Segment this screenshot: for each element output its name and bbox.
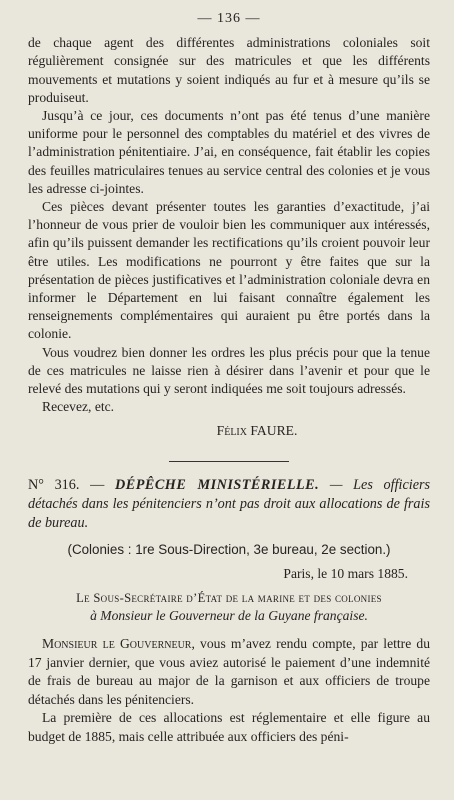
depeche-paragraph-2: La première de ces allocations est réglementaire et elle figure au budget de 1885, mais celle attribuée aux officiers des péni- (28, 710, 430, 744)
depeche-summary: — Les officiers détachés dans les pénitenciers n’ont pas droit aux allocations de frais de bureau. (28, 476, 431, 531)
letter-paragraph-3: Ces pièces devant présenter toutes les garanties d’exactitude, j’ai l’honneur de vous prier de vouloir bien les communiquer aux intéressés, afin qu’ils puissent demander les rectifications qu’ils croient pouvoir leur être utiles. Les modifications ne pourront y être faites que sur la présentation de pièces justificatives et l’administration coloniale devra en informer le Département en lui faisant connaître également les renseignements complémentaires qui auraient pu être portés dans la colonie. (28, 199, 430, 342)
section-divider (169, 461, 289, 462)
depeche-paragraph-1-text: vous m’avez rendu compte, par lettre du 17 janvier dernier, que vous aviez autorisé le paiement d’une indemnité de frais de bureau au major de la garnison et aux officiers de troupe détachés dans les pénitenciers. (28, 636, 430, 707)
place-date: Paris, le 10 mars 1885. (283, 565, 408, 581)
depeche-heading (28, 476, 430, 533)
letter-paragraph-4: Vous voudrez bien donner les ordres les plus précis pour que la tenue de ces matricules ne laisse rien à désirer dans l’avenir et pour que le relevé des mutations qui y seront indiquées me soit toujours adressés. (28, 344, 430, 397)
depeche-title: DÉPÊCHE MINISTÉRIELLE. (114, 476, 320, 493)
depeche-paragraph-1 (28, 635, 430, 709)
page-number: — 136 — (197, 11, 261, 26)
depeche-body (28, 635, 430, 745)
letter-signature: Félix FAURE. (216, 423, 298, 439)
letter-closing: Recevez, etc. (42, 399, 115, 415)
recipient-line: à Monsieur le Gouverneur de la Guyane française. (90, 608, 368, 624)
letter-paragraph-1: de chaque agent des différentes administrations coloniales soit régulièrement consignée sur des matricules et que les différents mouvements et mutations y soient indiqués au fur et à mesure qu’ils se produiseut. (28, 35, 430, 105)
depeche-number: N° 316. — (28, 476, 105, 493)
colonies-reference: (Colonies : 1re Sous-Direction, 3e bureau, 2e section.) (67, 541, 391, 557)
sender-line: Le Sous-Secrétaire d’État de la marine et des colonies (76, 591, 382, 606)
letter-paragraph-2: Jusqu’à ce jour, ces documents n’ont pas été tenus d’une manière uniforme pour le personnel des comptables du matériel et des vivres de l’administration pénitentiaire. J’ai, en conséquence, fait établir les copies des feuilles matriculaires tenues au service central des colonies et je vous les adresse ci-jointes. (28, 108, 430, 196)
salutation: Monsieur le Gouverneur, (42, 636, 195, 652)
